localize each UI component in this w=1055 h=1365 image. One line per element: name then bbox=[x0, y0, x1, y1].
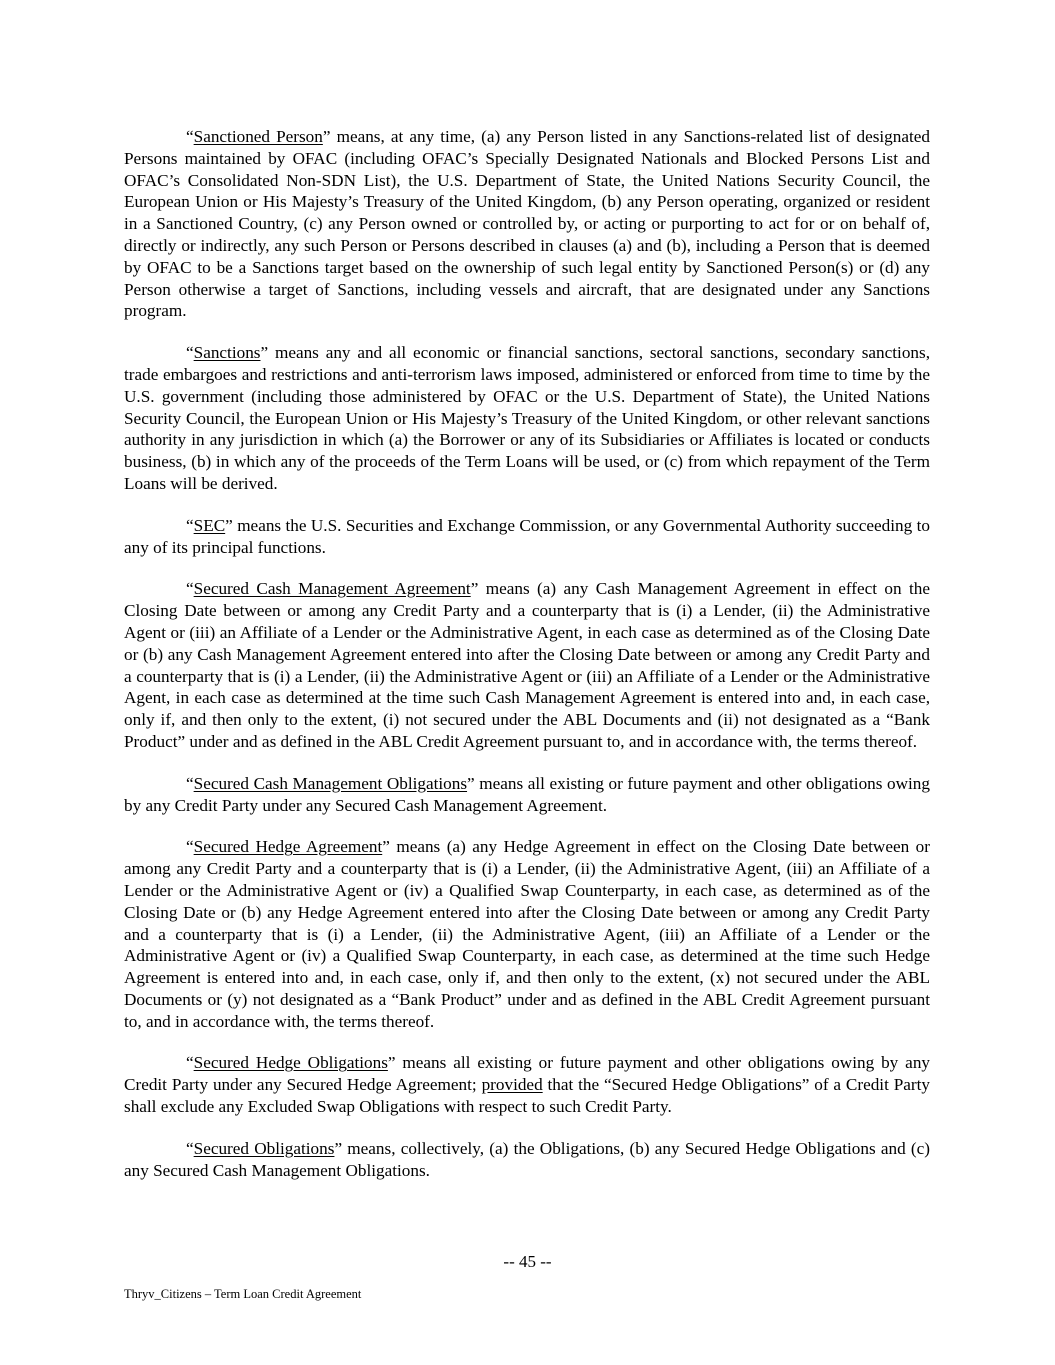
definition-text-continued: that the “Secured Hedge Obligations” of a Credit Party shall exclude any Excluded Swap Obligations with respect to such Credit Party. bbox=[124, 1075, 930, 1117]
defined-term: Secured Hedge Agreement bbox=[193, 837, 383, 857]
provided-keyword: provided bbox=[481, 1075, 543, 1095]
definition-secured-cash-management-obligations bbox=[124, 773, 930, 817]
open-quote: “ bbox=[186, 127, 194, 146]
defined-term: Secured Obligations bbox=[193, 1138, 335, 1158]
open-quote: “ bbox=[186, 579, 194, 599]
definition-sanctioned-person bbox=[124, 126, 930, 322]
definition-text: ” means all existing or future payment and other obligations owing by any Credit Party under any Secured Hedge Agreement; bbox=[124, 1053, 931, 1095]
definition-secured-hedge-agreement bbox=[124, 836, 930, 1032]
definition-sec bbox=[124, 515, 930, 559]
definition-text: ” means any and all economic or financial sanctions, sectoral sanctions, secondary sanctions, trade embargoes and restrictions and anti-terrorism laws imposed, administered or enforced from time to time by the U.S. government (including those administered by OFAC or the U.S. Department of State), the United Nations Security Council, the European Union or His Majesty’s Treasury of the United Kingdom, or other relevant sanctions authority in any jurisdiction in which (a) the Borrower or any of its Subsidiaries or Affiliates is located or conducts business, (b) in which any of the proceeds of the Term Loans will be used, or (c) from which repayment of the Term Loans will be derived. bbox=[124, 343, 930, 493]
document-body bbox=[124, 126, 930, 1201]
definition-text: ” means, collectively, (a) the Obligations, (b) any Secured Hedge Obligations and (c) any Secured Cash Management Obligations. bbox=[124, 1138, 931, 1180]
definition-text: ” means the U.S. Securities and Exchange Commission, or any Governmental Authority succeeding to any of its principal functions. bbox=[124, 515, 930, 557]
defined-term: Secured Cash Management Obligations bbox=[193, 773, 468, 793]
definition-text: ” means all existing or future payment and other obligations owing by any Credit Party under any Secured Cash Management Agreement. bbox=[124, 773, 930, 815]
definition-sanctions bbox=[124, 342, 930, 495]
defined-term: Secured Cash Management Agreement bbox=[193, 579, 471, 599]
page-number: -- 45 -- bbox=[503, 1252, 552, 1271]
open-quote: “ bbox=[186, 837, 194, 857]
defined-term: Sanctioned Person bbox=[193, 127, 323, 146]
open-quote: “ bbox=[186, 1138, 194, 1158]
open-quote: “ bbox=[186, 515, 194, 535]
definition-secured-hedge-obligations bbox=[124, 1052, 930, 1117]
open-quote: “ bbox=[186, 773, 194, 793]
open-quote: “ bbox=[186, 343, 194, 363]
definition-text: ” means (a) any Hedge Agreement in effect on the Closing Date between or among any Credit Party and a counterparty that is (i) a Lender, (ii) the Administrative Agent, (iii) an Affiliate of a Lender or the Administrative Agent or (iv) a Qualified Swap Counterparty, in each case, as determined as of the Closing Date or (b) any Hedge Agreement entered into after the Closing Date between or among any Credit Party and a counterparty that is (i) a Lender, (ii) the Administrative Agent, (iii) an Affiliate of a Lender or the Administrative Agent or (iv) a Qualified Swap Counterparty, in each case, as determined at the time such Hedge Agreement is entered into and, in each case, only if, and then only to the extent, (x) not secured under the ABL Documents or (y) not designated as a “Bank Product” under and as defined in the ABL Credit Agreement pursuant to, and in accordance with, the terms thereof. bbox=[124, 837, 930, 1031]
definition-text: ” means (a) any Cash Management Agreement in effect on the Closing Date between or among any Credit Party and a counterparty that is (i) a Lender, (ii) the Administrative Agent or (iii) an Affiliate of a Lender or the Administrative Agent, in each case as determined as of the Closing Date or (b) any Cash Management Agreement entered into after the Closing Date between or among any Credit Party and a counterparty that is (i) a Lender, (ii) the Administrative Agent or (iii) an Affiliate of a Lender or the Administrative Agent, in each case as determined at the time such Cash Management Agreement is entered into and, in each case, only if, and then only to the extent, (i) not secured under the ABL Documents and (ii) not designated as a “Bank Product” under and as defined in the ABL Credit Agreement pursuant to, and in accordance with, the terms thereof. bbox=[124, 579, 930, 751]
defined-term: SEC bbox=[193, 515, 226, 535]
definition-secured-cash-management-agreement bbox=[124, 578, 930, 752]
definition-text: ” means, at any time, (a) any Person listed in any Sanctions-related list of designated Persons maintained by OFAC (including OFAC’s Specially Designated Nationals and Blocked Persons List and OFAC’s Consolidated Non-SDN List), the U.S. Department of State, the United Nations Security Council, the European Union or His Majesty’s Treasury of the United Kingdom, (b) any Person operating, organized or resident in a Sanctioned Country, (c) any Person owned or controlled by, or acting or purporting to act for or on behalf of, directly or indirectly, any such Person or Persons described in clauses (a) and (b), including a Person that is deemed by OFAC to be a Sanctions target based on the ownership of such legal entity by Sanctioned Person(s) or (d) any Person otherwise a target of Sanctions, including vessels and aircraft, that are designated under any Sanctions program. bbox=[124, 127, 930, 321]
defined-term: Secured Hedge Obligations bbox=[193, 1053, 388, 1073]
definition-secured-obligations bbox=[124, 1138, 930, 1182]
document-footer: Thryv_Citizens – Term Loan Credit Agreement bbox=[124, 1287, 362, 1301]
defined-term: Sanctions bbox=[193, 343, 261, 363]
open-quote: “ bbox=[186, 1053, 194, 1073]
